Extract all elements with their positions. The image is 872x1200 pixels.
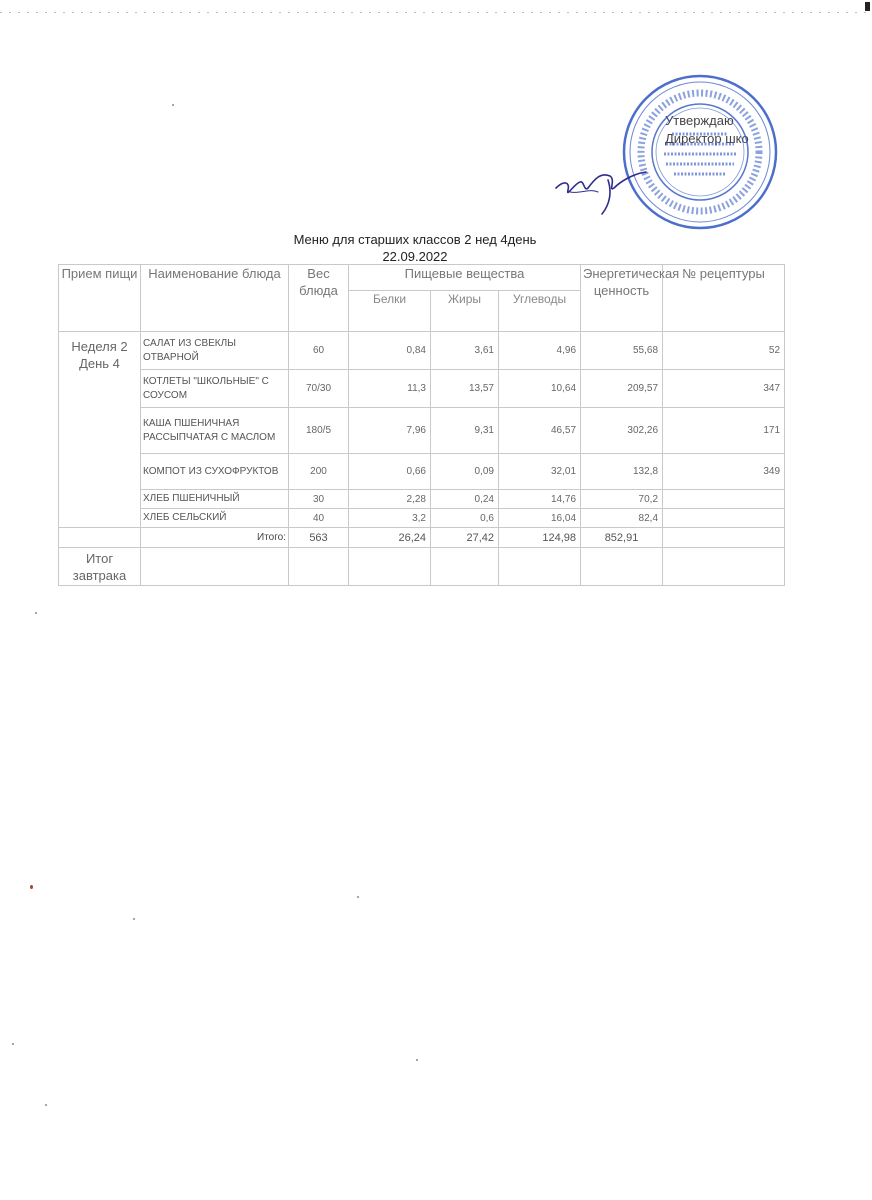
empty-cell <box>59 528 141 548</box>
empty-cell <box>499 548 581 586</box>
empty-cell <box>431 548 499 586</box>
dish-recipe <box>663 490 785 509</box>
empty-cell <box>349 548 431 586</box>
dish-proteins: 3,2 <box>349 509 431 528</box>
dish-name: КОТЛЕТЫ "ШКОЛЬНЫЕ" С СОУСОМ <box>141 370 289 408</box>
total-fats: 27,42 <box>431 528 499 548</box>
scan-speck <box>416 1059 418 1061</box>
dish-carbs: 32,01 <box>499 454 581 490</box>
dish-carbs: 16,04 <box>499 509 581 528</box>
dish-proteins: 11,3 <box>349 370 431 408</box>
scan-speck <box>45 1104 47 1106</box>
total-label: Итого: <box>141 528 289 548</box>
header-weight: Вес блюда <box>289 265 349 332</box>
dish-energy: 132,8 <box>581 454 663 490</box>
total-carbs: 124,98 <box>499 528 581 548</box>
dish-fats: 13,57 <box>431 370 499 408</box>
dish-energy: 209,57 <box>581 370 663 408</box>
empty-cell <box>289 548 349 586</box>
dish-recipe: 347 <box>663 370 785 408</box>
dish-carbs: 14,76 <box>499 490 581 509</box>
header-dish: Наименование блюда <box>141 265 289 332</box>
header-energy: Энергетическая ценность <box>581 265 663 332</box>
document-title <box>230 231 600 265</box>
dish-recipe <box>663 509 785 528</box>
scan-speck <box>12 1043 14 1045</box>
dish-name: КАША ПШЕНИЧНАЯ РАССЫПЧАТАЯ С МАСЛОМ <box>141 408 289 454</box>
header-fats: Жиры <box>431 291 499 332</box>
table-row <box>59 509 785 528</box>
summary-row <box>59 548 785 586</box>
dish-weight: 40 <box>289 509 349 528</box>
table-row <box>59 454 785 490</box>
dish-proteins: 0,84 <box>349 332 431 370</box>
dish-fats: 9,31 <box>431 408 499 454</box>
scan-top-edge <box>0 12 872 13</box>
approval-line: Директор шко <box>665 131 749 146</box>
dish-recipe: 349 <box>663 454 785 490</box>
dish-weight: 60 <box>289 332 349 370</box>
total-row <box>59 528 785 548</box>
dish-name: КОМПОТ ИЗ СУХОФРУКТОВ <box>141 454 289 490</box>
dish-weight: 180/5 <box>289 408 349 454</box>
title-date: 22.09.2022 <box>382 249 448 264</box>
header-nutrients: Пищевые вещества <box>349 265 581 291</box>
dish-weight: 30 <box>289 490 349 509</box>
scan-speck <box>30 885 33 889</box>
header-recipe: № рецептуры <box>663 265 785 332</box>
dish-fats: 0,24 <box>431 490 499 509</box>
dish-proteins: 0,66 <box>349 454 431 490</box>
table-row <box>59 370 785 408</box>
scan-speck <box>357 896 359 898</box>
dish-proteins: 7,96 <box>349 408 431 454</box>
dish-fats: 0,6 <box>431 509 499 528</box>
total-energy: 852,91 <box>581 528 663 548</box>
dish-carbs: 4,96 <box>499 332 581 370</box>
dish-fats: 0,09 <box>431 454 499 490</box>
total-weight: 563 <box>289 528 349 548</box>
dish-name: ХЛЕБ СЕЛЬСКИЙ <box>141 509 289 528</box>
dish-fats: 3,61 <box>431 332 499 370</box>
empty-cell <box>141 548 289 586</box>
approval-block <box>540 70 800 240</box>
total-proteins: 26,24 <box>349 528 431 548</box>
dish-name: ХЛЕБ ПШЕНИЧНЫЙ <box>141 490 289 509</box>
menu-table <box>58 264 785 586</box>
empty-cell <box>663 548 785 586</box>
table-row <box>59 408 785 454</box>
dish-carbs: 46,57 <box>499 408 581 454</box>
scan-speck <box>133 918 135 920</box>
meal-label: Неделя 2 День 4 <box>59 332 141 528</box>
dish-weight: 70/30 <box>289 370 349 408</box>
scan-corner-mark <box>865 2 870 11</box>
header-carbs: Углеводы <box>499 291 581 332</box>
dish-proteins: 2,28 <box>349 490 431 509</box>
empty-cell <box>581 548 663 586</box>
summary-label: Итог завтрака <box>59 548 141 586</box>
dish-recipe: 171 <box>663 408 785 454</box>
dish-carbs: 10,64 <box>499 370 581 408</box>
dish-energy: 70,2 <box>581 490 663 509</box>
dish-energy: 55,68 <box>581 332 663 370</box>
empty-cell <box>663 528 785 548</box>
title-line: Меню для старших классов 2 нед 4день <box>293 232 537 247</box>
header-proteins: Белки <box>349 291 431 332</box>
header-meal: Прием пищи <box>59 265 141 332</box>
dish-energy: 82,4 <box>581 509 663 528</box>
dish-name: САЛАТ ИЗ СВЕКЛЫ ОТВАРНОЙ <box>141 332 289 370</box>
scan-speck <box>35 612 37 614</box>
signature-icon <box>550 158 670 218</box>
dish-energy: 302,26 <box>581 408 663 454</box>
table-row <box>59 332 785 370</box>
approval-line: Утверждаю <box>665 113 734 128</box>
dish-recipe: 52 <box>663 332 785 370</box>
table-row <box>59 490 785 509</box>
dish-weight: 200 <box>289 454 349 490</box>
scan-speck <box>172 104 174 106</box>
